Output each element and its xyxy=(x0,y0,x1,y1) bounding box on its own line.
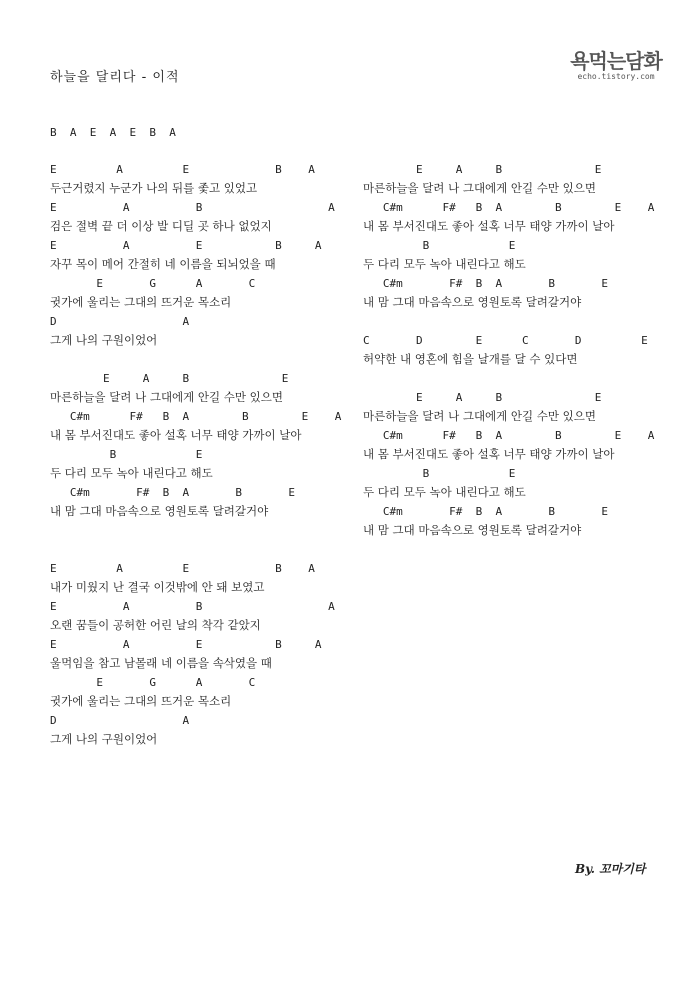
song-title: 하늘을 달리다 - 이적 xyxy=(50,70,180,85)
lyric-line: 두 다리 모두 녹아 내린다고 해도 xyxy=(50,466,213,480)
lyric-line: 내 맘 그대 마음속으로 영원토록 달려갈거야 xyxy=(50,504,269,518)
lyric-line: 허약한 내 영혼에 힘을 날개를 달 수 있다면 xyxy=(363,352,578,366)
signature: By. 꼬마기타 xyxy=(575,862,646,876)
chord-line: C#m F# B A B E A xyxy=(363,429,655,442)
left-column xyxy=(50,160,350,749)
chord-line: C#m F# B A B E A xyxy=(363,201,655,214)
chord-line: E A E B A xyxy=(50,638,322,651)
blank-line xyxy=(50,521,350,540)
blank-line xyxy=(50,540,350,559)
chord-line: B E xyxy=(50,448,203,461)
lyric-line: 내 맘 그대 마음속으로 영원토록 달려갈거야 xyxy=(363,295,582,309)
lyric-line: 두 다리 모두 녹아 내린다고 해도 xyxy=(363,257,526,271)
lyric-line: 내 몸 부서진대도 좋아 설혹 너무 태양 가까이 날아 xyxy=(50,428,302,442)
chord-line: C#m F# B A B E xyxy=(50,486,296,499)
chord-line: E G A C xyxy=(50,676,256,689)
blank-line xyxy=(363,312,683,331)
lyric-line: 오랜 꿈들이 공허한 어린 날의 착각 같았지 xyxy=(50,618,261,632)
chord-line: C#m F# B A B E xyxy=(363,505,609,518)
lyric-line: 검은 절벽 끝 더 이상 발 디딜 곳 하나 없었지 xyxy=(50,219,272,233)
chord-line: C#m F# B A B E A xyxy=(50,410,342,423)
lyric-line: 마른하늘을 달려 나 그대에게 안길 수만 있으면 xyxy=(363,409,597,423)
lyric-line: 내가 미웠지 난 결국 이것밖에 안 돼 보였고 xyxy=(50,580,265,594)
lyric-line: 두 다리 모두 녹아 내린다고 해도 xyxy=(363,485,526,499)
lyric-line: 울먹임을 참고 남몰래 네 이름을 속삭였을 때 xyxy=(50,656,272,670)
lyric-line: 그게 나의 구원이었어 xyxy=(50,732,158,746)
blank-line xyxy=(363,369,683,388)
lyric-line: 내 맘 그대 마음속으로 영원토록 달려갈거야 xyxy=(363,523,582,537)
lyric-line: 그게 나의 구원이었어 xyxy=(50,333,158,347)
lyric-line: 내 몸 부서진대도 좋아 설혹 너무 태양 가까이 날아 xyxy=(363,219,615,233)
chord-line: B E xyxy=(363,467,516,480)
chord-line: E A B E xyxy=(363,163,602,176)
lyric-line: 마른하늘을 달려 나 그대에게 안길 수만 있으면 xyxy=(363,181,597,195)
lyric-line: 귓가에 울리는 그대의 뜨거운 목소리 xyxy=(50,694,232,708)
chord-line: E G A C xyxy=(50,277,256,290)
chord-line: D A xyxy=(50,315,190,328)
lyric-line: 귓가에 울리는 그대의 뜨거운 목소리 xyxy=(50,295,232,309)
chord-line: C#m F# B A B E xyxy=(363,277,609,290)
chord-line: E A E B A xyxy=(50,163,315,176)
intro-chords: B A E A E B A xyxy=(50,126,176,139)
lyric-line: 내 몸 부서진대도 좋아 설혹 너무 태양 가까이 날아 xyxy=(363,447,615,461)
chord-line: E A B E xyxy=(50,372,289,385)
logo-text: 욕먹는담화 xyxy=(570,49,662,73)
chord-line: E A B E xyxy=(363,391,602,404)
chord-line: C D E C D E xyxy=(363,334,648,347)
lyric-line: 마른하늘을 달려 나 그대에게 안길 수만 있으면 xyxy=(50,390,284,404)
chord-line: D A xyxy=(50,714,190,727)
chord-line: E A E B A xyxy=(50,239,322,252)
blank-line xyxy=(50,350,350,369)
chord-line: B E xyxy=(363,239,516,252)
lyric-line: 두근거렸지 누군가 나의 뒤를 좇고 있었고 xyxy=(50,181,258,195)
right-column xyxy=(363,160,683,540)
chord-line: E A B A xyxy=(50,600,335,613)
blog-logo xyxy=(566,48,666,81)
lyric-line: 자꾸 목이 메어 간절히 네 이름을 되뇌었을 때 xyxy=(50,257,276,271)
logo-url: echo.tistory.com xyxy=(577,72,655,81)
chord-line: E A B A xyxy=(50,201,335,214)
chord-line: E A E B A xyxy=(50,562,315,575)
